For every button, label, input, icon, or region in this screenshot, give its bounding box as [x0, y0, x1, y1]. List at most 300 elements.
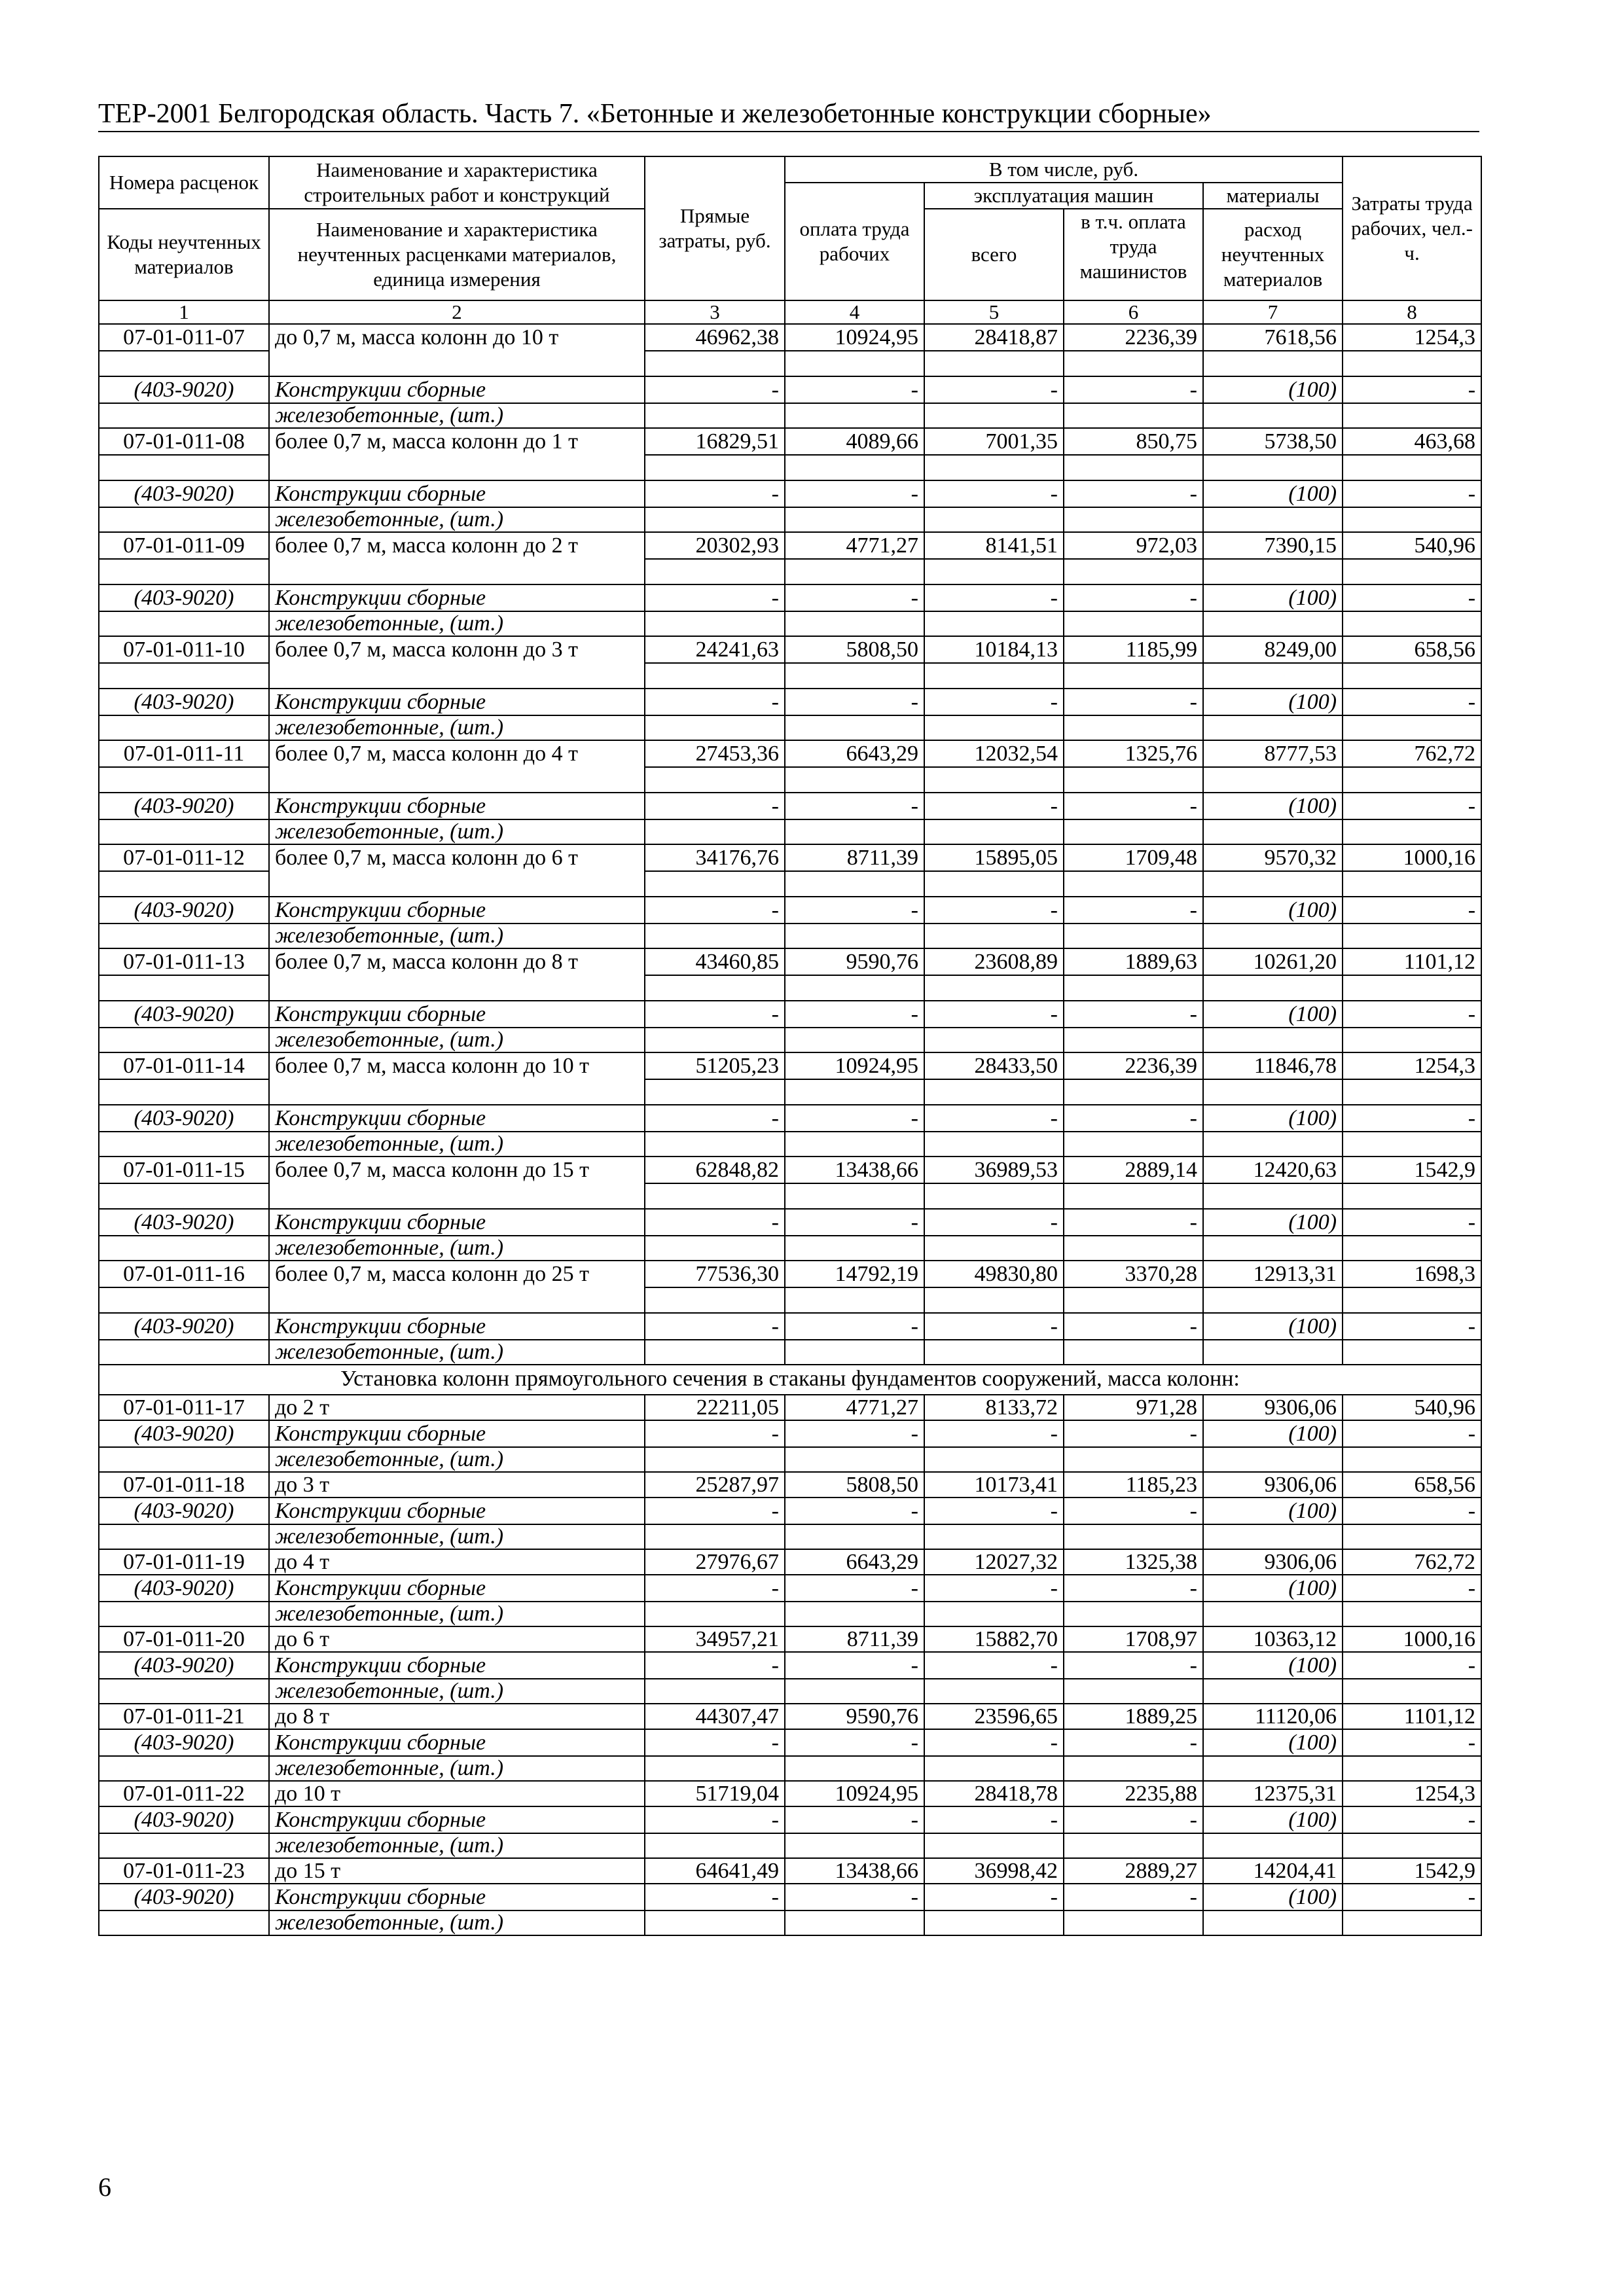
material-name: Конструкции сборные [269, 376, 645, 403]
rate-row [99, 1395, 1481, 1420]
col-machines-total: всего [924, 209, 1064, 300]
rate-code: 07-01-011-19 [99, 1549, 269, 1575]
dash-value: - [1343, 1209, 1481, 1236]
labor-value: 463,68 [1343, 428, 1481, 455]
material-name: Конструкции сборные [269, 1313, 645, 1340]
material-row-cont [99, 1028, 1481, 1052]
machines-total-value: 15882,70 [924, 1626, 1064, 1652]
operator-pay-value: 972,03 [1064, 532, 1203, 559]
material-quantity: (100) [1203, 1806, 1343, 1833]
dash-value: - [1343, 584, 1481, 611]
material-code: (403-9020) [99, 1498, 269, 1524]
dash-value: - [1064, 793, 1203, 819]
dash-value: - [785, 480, 924, 507]
rate-row [99, 636, 1481, 663]
materials-value: 12420,63 [1203, 1157, 1343, 1183]
col-rate-numbers: Номера расценок [99, 156, 269, 209]
operator-pay-value: 2236,39 [1064, 1052, 1203, 1079]
operator-pay-value: 1708,97 [1064, 1626, 1203, 1652]
operator-pay-value: 1185,99 [1064, 636, 1203, 663]
rate-row [99, 1858, 1481, 1884]
material-row [99, 1652, 1481, 1679]
material-name: Конструкции сборные [269, 1884, 645, 1910]
worker-pay-value: 6643,29 [785, 1549, 924, 1575]
machines-total-value: 28418,87 [924, 324, 1064, 351]
material-code: (403-9020) [99, 1729, 269, 1756]
dash-value: - [645, 1884, 785, 1910]
rate-name: до 6 т [269, 1626, 645, 1652]
dash-value: - [1343, 1313, 1481, 1340]
material-quantity: (100) [1203, 689, 1343, 715]
materials-value: 11120,06 [1203, 1704, 1343, 1729]
operator-pay-value: 2236,39 [1064, 324, 1203, 351]
machines-total-value: 7001,35 [924, 428, 1064, 455]
material-code: (403-9020) [99, 584, 269, 611]
labor-value: 1000,16 [1343, 1626, 1481, 1652]
materials-value: 12913,31 [1203, 1261, 1343, 1287]
dash-value: - [1064, 1729, 1203, 1756]
material-row [99, 1209, 1481, 1236]
materials-value: 9306,06 [1203, 1549, 1343, 1575]
labor-value: 540,96 [1343, 1395, 1481, 1420]
material-name-cont: железобетонные, (шт.) [269, 1679, 645, 1704]
dash-value: - [1064, 1001, 1203, 1028]
machines-total-value: 10184,13 [924, 636, 1064, 663]
dash-value: - [1343, 1884, 1481, 1910]
dash-value: - [1064, 480, 1203, 507]
direct-costs-value: 27976,67 [645, 1549, 785, 1575]
rate-name: до 2 т [269, 1395, 645, 1420]
dash-value: - [924, 376, 1064, 403]
rate-code: 07-01-011-20 [99, 1626, 269, 1652]
materials-value: 12375,31 [1203, 1781, 1343, 1806]
worker-pay-value: 5808,50 [785, 1472, 924, 1498]
worker-pay-value: 4771,27 [785, 1395, 924, 1420]
rate-name: более 0,7 м, масса колонн до 4 т [269, 740, 645, 793]
material-code: (403-9020) [99, 1209, 269, 1236]
materials-value: 9306,06 [1203, 1472, 1343, 1498]
direct-costs-value: 34176,76 [645, 844, 785, 871]
material-quantity: (100) [1203, 1729, 1343, 1756]
rate-row [99, 1472, 1481, 1498]
material-quantity: (100) [1203, 1313, 1343, 1340]
dash-value: - [924, 1652, 1064, 1679]
material-code: (403-9020) [99, 689, 269, 715]
materials-value: 9306,06 [1203, 1395, 1343, 1420]
dash-value: - [924, 1105, 1064, 1132]
rate-code: 07-01-011-13 [99, 948, 269, 975]
worker-pay-value: 9590,76 [785, 1704, 924, 1729]
rate-row [99, 1549, 1481, 1575]
materials-value: 10261,20 [1203, 948, 1343, 975]
material-row-cont [99, 1910, 1481, 1935]
direct-costs-value: 77536,30 [645, 1261, 785, 1287]
material-code: (403-9020) [99, 1420, 269, 1447]
direct-costs-value: 22211,05 [645, 1395, 785, 1420]
worker-pay-value: 8711,39 [785, 1626, 924, 1652]
operator-pay-value: 2889,27 [1064, 1858, 1203, 1884]
rates-table [98, 156, 1482, 1936]
labor-value: 1698,3 [1343, 1261, 1481, 1287]
dash-value: - [924, 1001, 1064, 1028]
machines-total-value: 12032,54 [924, 740, 1064, 767]
operator-pay-value: 850,75 [1064, 428, 1203, 455]
material-name: Конструкции сборные [269, 480, 645, 507]
dash-value: - [645, 1652, 785, 1679]
dash-value: - [1343, 1105, 1481, 1132]
material-quantity: (100) [1203, 1209, 1343, 1236]
dash-value: - [924, 584, 1064, 611]
rate-code: 07-01-011-08 [99, 428, 269, 455]
material-name: Конструкции сборные [269, 897, 645, 924]
section-title: Установка колонн прямоугольного сечения в стаканы фундаментов сооружений, масса колонн: [99, 1365, 1481, 1395]
dash-value: - [1343, 1498, 1481, 1524]
dash-value: - [645, 897, 785, 924]
rate-code: 07-01-011-17 [99, 1395, 269, 1420]
dash-value: - [924, 897, 1064, 924]
material-name-cont: железобетонные, (шт.) [269, 924, 645, 948]
dash-value: - [645, 1313, 785, 1340]
rates-group-a [99, 324, 1481, 1365]
material-row-cont [99, 1524, 1481, 1549]
material-name: Конструкции сборные [269, 1105, 645, 1132]
direct-costs-value: 62848,82 [645, 1157, 785, 1183]
material-row [99, 1729, 1481, 1756]
material-row-cont [99, 715, 1481, 740]
dash-value: - [785, 1313, 924, 1340]
column-number: 6 [1064, 300, 1203, 324]
material-quantity: (100) [1203, 1884, 1343, 1910]
material-row-cont [99, 1833, 1481, 1858]
rate-name: более 0,7 м, масса колонн до 6 т [269, 844, 645, 897]
direct-costs-value: 20302,93 [645, 532, 785, 559]
dash-value: - [645, 1729, 785, 1756]
rate-code: 07-01-011-23 [99, 1858, 269, 1884]
dash-value: - [1343, 897, 1481, 924]
machines-total-value: 23608,89 [924, 948, 1064, 975]
rate-row [99, 532, 1481, 559]
rate-name: более 0,7 м, масса колонн до 1 т [269, 428, 645, 480]
material-row-cont [99, 1602, 1481, 1626]
material-quantity: (100) [1203, 1105, 1343, 1132]
material-quantity: (100) [1203, 1498, 1343, 1524]
dash-value: - [785, 1420, 924, 1447]
material-code: (403-9020) [99, 793, 269, 819]
operator-pay-value: 1889,63 [1064, 948, 1203, 975]
dash-value: - [785, 584, 924, 611]
worker-pay-value: 4771,27 [785, 532, 924, 559]
machines-total-value: 28418,78 [924, 1781, 1064, 1806]
material-row-cont [99, 1447, 1481, 1472]
material-row-cont [99, 507, 1481, 532]
material-quantity: (100) [1203, 793, 1343, 819]
material-name-cont: железобетонные, (шт.) [269, 1602, 645, 1626]
dash-value: - [1064, 1884, 1203, 1910]
direct-costs-value: 44307,47 [645, 1704, 785, 1729]
worker-pay-value: 10924,95 [785, 1781, 924, 1806]
materials-value: 9570,32 [1203, 844, 1343, 871]
rate-code: 07-01-011-15 [99, 1157, 269, 1183]
dash-value: - [1064, 1498, 1203, 1524]
dash-value: - [785, 897, 924, 924]
worker-pay-value: 13438,66 [785, 1858, 924, 1884]
dash-value: - [645, 1498, 785, 1524]
rate-row [99, 1157, 1481, 1183]
material-code: (403-9020) [99, 480, 269, 507]
dash-value: - [1064, 1105, 1203, 1132]
material-quantity: (100) [1203, 1652, 1343, 1679]
material-name-cont: железобетонные, (шт.) [269, 1524, 645, 1549]
material-row [99, 1313, 1481, 1340]
material-quantity: (100) [1203, 1001, 1343, 1028]
materials-value: 7390,15 [1203, 532, 1343, 559]
material-name: Конструкции сборные [269, 1209, 645, 1236]
column-number: 1 [99, 300, 269, 324]
rate-row [99, 844, 1481, 871]
material-row [99, 1420, 1481, 1447]
dash-value: - [785, 1729, 924, 1756]
page-number: 6 [98, 2172, 111, 2202]
column-number: 8 [1343, 300, 1481, 324]
rate-code: 07-01-011-16 [99, 1261, 269, 1287]
dash-value: - [785, 793, 924, 819]
column-number: 2 [269, 300, 645, 324]
rate-code: 07-01-011-21 [99, 1704, 269, 1729]
rate-name: до 10 т [269, 1781, 645, 1806]
material-code: (403-9020) [99, 1001, 269, 1028]
dash-value: - [924, 689, 1064, 715]
material-quantity: (100) [1203, 1575, 1343, 1602]
material-code: (403-9020) [99, 1105, 269, 1132]
dash-value: - [645, 1105, 785, 1132]
material-row-cont [99, 819, 1481, 844]
dash-value: - [1343, 1652, 1481, 1679]
labor-value: 1101,12 [1343, 1704, 1481, 1729]
column-number: 7 [1203, 300, 1343, 324]
material-row [99, 793, 1481, 819]
dash-value: - [1064, 584, 1203, 611]
material-name: Конструкции сборные [269, 1806, 645, 1833]
dash-value: - [924, 1313, 1064, 1340]
material-row-cont [99, 1756, 1481, 1781]
material-name: Конструкции сборные [269, 1420, 645, 1447]
machines-total-value: 28433,50 [924, 1052, 1064, 1079]
material-code: (403-9020) [99, 1575, 269, 1602]
materials-value: 5738,50 [1203, 428, 1343, 455]
dash-value: - [924, 1498, 1064, 1524]
dash-value: - [1343, 376, 1481, 403]
operator-pay-value: 1325,38 [1064, 1549, 1203, 1575]
rate-row [99, 948, 1481, 975]
material-name-cont: железобетонные, (шт.) [269, 1833, 645, 1858]
dash-value: - [924, 1420, 1064, 1447]
rate-row [99, 428, 1481, 455]
dash-value: - [1064, 689, 1203, 715]
labor-value: 540,96 [1343, 532, 1481, 559]
material-code: (403-9020) [99, 1313, 269, 1340]
col-material-consumption: расход неучтенных материалов [1203, 209, 1343, 300]
machines-total-value: 36989,53 [924, 1157, 1064, 1183]
material-row-cont [99, 1679, 1481, 1704]
materials-value: 7618,56 [1203, 324, 1343, 351]
machines-total-value: 8141,51 [924, 532, 1064, 559]
rate-code: 07-01-011-11 [99, 740, 269, 767]
rate-name: более 0,7 м, масса колонн до 10 т [269, 1052, 645, 1105]
rate-code: 07-01-011-12 [99, 844, 269, 871]
rate-name: до 0,7 м, масса колонн до 10 т [269, 324, 645, 376]
worker-pay-value: 5808,50 [785, 636, 924, 663]
material-quantity: (100) [1203, 897, 1343, 924]
material-row-cont [99, 1340, 1481, 1365]
machines-total-value: 23596,65 [924, 1704, 1064, 1729]
material-code: (403-9020) [99, 1806, 269, 1833]
column-number-row [99, 300, 1481, 324]
direct-costs-value: 24241,63 [645, 636, 785, 663]
rate-name: до 3 т [269, 1472, 645, 1498]
worker-pay-value: 6643,29 [785, 740, 924, 767]
rate-row [99, 1052, 1481, 1079]
col-direct-costs: Прямые затраты, руб. [645, 156, 785, 300]
dash-value: - [645, 1806, 785, 1833]
material-name-cont: железобетонные, (шт.) [269, 403, 645, 428]
material-name-cont: железобетонные, (шт.) [269, 1756, 645, 1781]
machines-total-value: 8133,72 [924, 1395, 1064, 1420]
col-materials: материалы [1203, 183, 1343, 209]
dash-value: - [1064, 1575, 1203, 1602]
rate-name: до 4 т [269, 1549, 645, 1575]
worker-pay-value: 10924,95 [785, 324, 924, 351]
dash-value: - [645, 1420, 785, 1447]
material-quantity: (100) [1203, 584, 1343, 611]
dash-value: - [785, 1575, 924, 1602]
table-header [99, 156, 1481, 324]
material-name-cont: железобетонные, (шт.) [269, 819, 645, 844]
col-operator-pay: в т.ч. оплата труда машинистов [1064, 209, 1203, 300]
dash-value: - [785, 1105, 924, 1132]
rate-row [99, 1781, 1481, 1806]
material-row [99, 1575, 1481, 1602]
dash-value: - [924, 1729, 1064, 1756]
rate-row [99, 740, 1481, 767]
operator-pay-value: 1709,48 [1064, 844, 1203, 871]
col-including: В том числе, руб. [785, 156, 1343, 183]
dash-value: - [1343, 689, 1481, 715]
labor-value: 762,72 [1343, 740, 1481, 767]
machines-total-value: 10173,41 [924, 1472, 1064, 1498]
direct-costs-value: 51719,04 [645, 1781, 785, 1806]
material-row [99, 480, 1481, 507]
rate-name: до 15 т [269, 1858, 645, 1884]
materials-value: 11846,78 [1203, 1052, 1343, 1079]
rate-name: более 0,7 м, масса колонн до 3 т [269, 636, 645, 689]
direct-costs-value: 51205,23 [645, 1052, 785, 1079]
dash-value: - [1064, 376, 1203, 403]
dash-value: - [1064, 1652, 1203, 1679]
material-quantity: (100) [1203, 1420, 1343, 1447]
rate-row [99, 1261, 1481, 1287]
material-name-cont: железобетонные, (шт.) [269, 1447, 645, 1472]
material-code: (403-9020) [99, 1652, 269, 1679]
rate-row [99, 1704, 1481, 1729]
direct-costs-value: 16829,51 [645, 428, 785, 455]
material-name: Конструкции сборные [269, 1498, 645, 1524]
column-number: 3 [645, 300, 785, 324]
worker-pay-value: 8711,39 [785, 844, 924, 871]
dash-value: - [645, 584, 785, 611]
dash-value: - [645, 1001, 785, 1028]
dash-value: - [785, 689, 924, 715]
worker-pay-value: 4089,66 [785, 428, 924, 455]
dash-value: - [645, 689, 785, 715]
dash-value: - [785, 1884, 924, 1910]
rate-row [99, 1626, 1481, 1652]
rate-row [99, 324, 1481, 351]
direct-costs-value: 27453,36 [645, 740, 785, 767]
dash-value: - [785, 1498, 924, 1524]
dash-value: - [645, 1209, 785, 1236]
materials-value: 10363,12 [1203, 1626, 1343, 1652]
direct-costs-value: 46962,38 [645, 324, 785, 351]
material-name: Конструкции сборные [269, 584, 645, 611]
labor-value: 1254,3 [1343, 324, 1481, 351]
material-name-cont: железобетонные, (шт.) [269, 1132, 645, 1157]
dash-value: - [1064, 1209, 1203, 1236]
machines-total-value: 49830,80 [924, 1261, 1064, 1287]
material-name: Конструкции сборные [269, 1001, 645, 1028]
dash-value: - [645, 1575, 785, 1602]
dash-value: - [924, 1209, 1064, 1236]
rates-group-b [99, 1395, 1481, 1935]
page-title: ТЕР-2001 Белгородская область. Часть 7. «Бетонные и железобетонные конструкции сборные» [98, 99, 1212, 129]
labor-value: 1254,3 [1343, 1052, 1481, 1079]
direct-costs-value: 64641,49 [645, 1858, 785, 1884]
machines-total-value: 36998,42 [924, 1858, 1064, 1884]
dash-value: - [1064, 1313, 1203, 1340]
col-material-name: Наименование и характеристика неучтенных расценками материалов, единица измерения [269, 209, 645, 300]
material-name-cont: железобетонные, (шт.) [269, 715, 645, 740]
material-row [99, 1498, 1481, 1524]
worker-pay-value: 9590,76 [785, 948, 924, 975]
labor-value: 1000,16 [1343, 844, 1481, 871]
material-row [99, 1884, 1481, 1910]
material-row [99, 1001, 1481, 1028]
rate-name: до 8 т [269, 1704, 645, 1729]
worker-pay-value: 13438,66 [785, 1157, 924, 1183]
material-name-cont: железобетонные, (шт.) [269, 1340, 645, 1365]
dash-value: - [1343, 1575, 1481, 1602]
rate-code: 07-01-011-14 [99, 1052, 269, 1079]
material-row [99, 897, 1481, 924]
dash-value: - [1343, 793, 1481, 819]
material-code: (403-9020) [99, 1884, 269, 1910]
dash-value: - [1343, 1420, 1481, 1447]
dash-value: - [924, 793, 1064, 819]
dash-value: - [785, 1001, 924, 1028]
materials-value: 14204,41 [1203, 1858, 1343, 1884]
operator-pay-value: 1185,23 [1064, 1472, 1203, 1498]
dash-value: - [785, 1652, 924, 1679]
rate-code: 07-01-011-09 [99, 532, 269, 559]
dash-value: - [645, 480, 785, 507]
rate-name: более 0,7 м, масса колонн до 25 т [269, 1261, 645, 1313]
dash-value: - [1343, 1729, 1481, 1756]
rate-code: 07-01-011-10 [99, 636, 269, 663]
material-row-cont [99, 924, 1481, 948]
title-divider [98, 131, 1479, 132]
direct-costs-value: 43460,85 [645, 948, 785, 975]
material-row [99, 1105, 1481, 1132]
material-name: Конструкции сборные [269, 1652, 645, 1679]
